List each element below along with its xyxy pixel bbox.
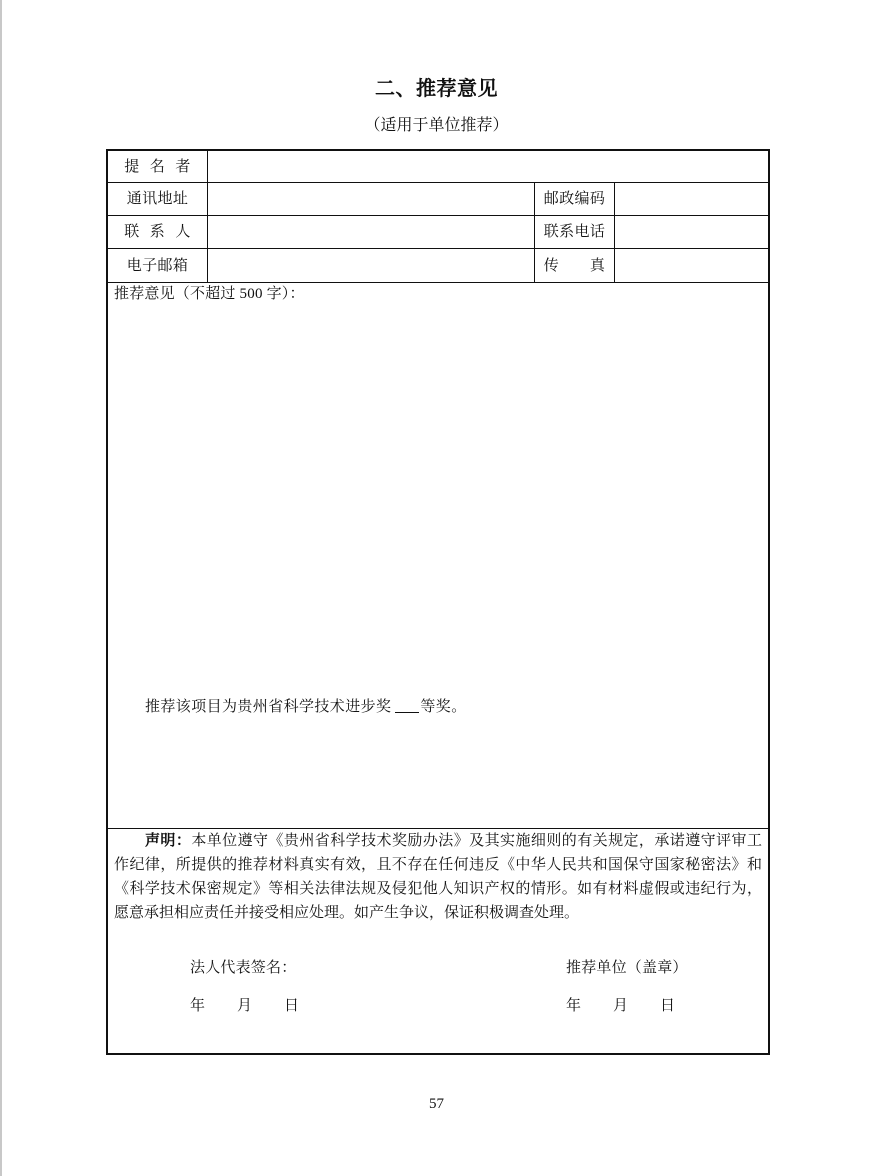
award-prefix-text: 推荐该项目为贵州省科学技术进步奖 [145,699,392,715]
address-label: 通讯地址 [108,183,208,215]
year-label: 年 [190,998,206,1014]
contact-value-cell [208,216,535,248]
declaration-line: 作纪律，所提供的推荐材料真实有效，且不存在任何违反《中华人民共和国保守国家秘密法》和 [114,857,762,873]
postcode-value-cell [615,183,768,215]
unit-date [566,996,675,1016]
fax-value-cell [615,249,768,282]
nominator-value-cell [208,151,768,182]
award-level-blank [395,698,419,713]
page-edge [0,0,2,1176]
email-label: 电子邮箱 [108,249,208,282]
month-label: 月 [237,998,253,1014]
page-subtitle: （适用于单位推荐） [364,117,509,134]
phone-label: 联系电话 [535,216,615,248]
form-row-address [108,183,768,216]
declaration-section [108,829,768,1053]
page-title: 二、推荐意见 [375,76,498,100]
month-label: 月 [613,998,629,1014]
declaration-label: 声明： [145,833,192,849]
form-row-nominator [108,151,768,183]
email-value-cell [208,249,535,282]
form-row-email [108,249,768,283]
declaration-line: 愿意承担相应责任并接受相应处理。如产生争议，保证积极调查处理。 [114,905,580,921]
award-suffix-text: 等奖。 [420,699,467,715]
unit-seal-label: 推荐单位（盖章） [566,960,688,976]
nominator-label: 提 名 者 [108,151,208,182]
day-label: 日 [660,998,676,1014]
legal-rep-date [190,996,299,1016]
declaration-text: 本单位遵守《贵州省科学技术奖励办法》及其实施细则的有关规定，承诺遵守评审工 [191,833,762,849]
fax-label: 传 真 [535,249,615,282]
declaration-line [114,829,762,853]
phone-value-cell [615,216,768,248]
postcode-label: 邮政编码 [535,183,615,215]
legal-rep-signature-label: 法人代表签名： [190,960,297,976]
recommendation-form-table [106,149,770,1055]
award-level-line [145,697,467,717]
day-label: 日 [284,998,300,1014]
opinion-section [108,283,768,829]
opinion-label: 推荐意见（不超过 500 字）： [114,286,305,302]
year-label: 年 [566,998,582,1014]
form-row-contact [108,216,768,249]
address-value-cell [208,183,535,215]
declaration-line: 《科学技术保密规定》等相关法律法规及侵犯他人知识产权的情形。如有材料虚假或违纪行为， [114,881,762,897]
contact-label: 联 系 人 [108,216,208,248]
page-number: 57 [429,1096,444,1112]
